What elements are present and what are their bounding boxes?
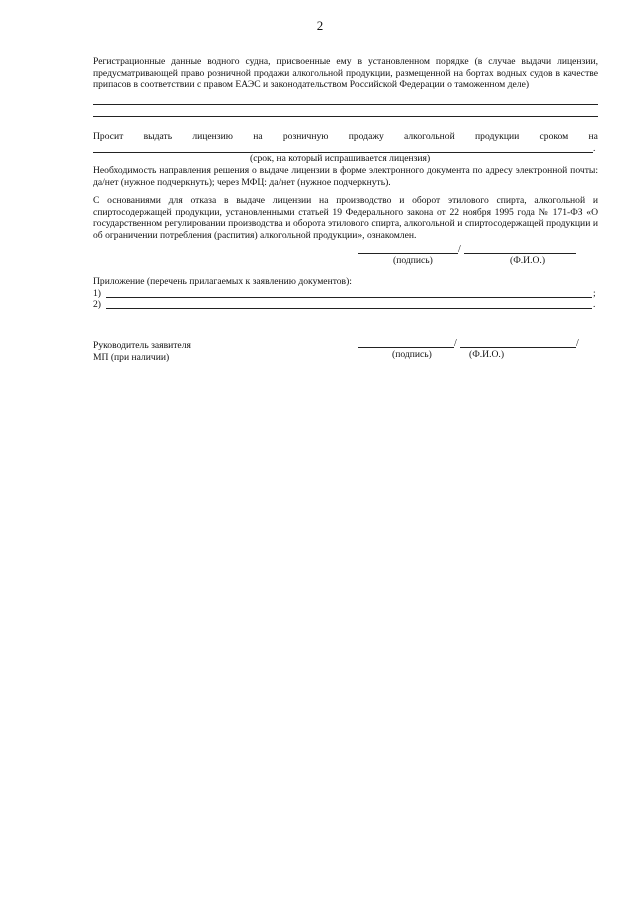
head-title: Руководитель заявителя [93, 340, 191, 351]
attachment-item-line[interactable] [106, 297, 592, 298]
request-word: сроком [539, 131, 569, 142]
license-term-line-end: . [593, 143, 596, 154]
request-word: продажу [348, 131, 384, 142]
request-word: лицензию [192, 131, 233, 142]
license-request-row [93, 131, 598, 143]
head-signature-caption: (подпись) [392, 349, 432, 360]
attachments-heading: Приложение (перечень прилагаемых к заявлению документов): [93, 276, 352, 287]
attachment-item-end: ; [593, 288, 596, 299]
request-word: розничную [282, 131, 329, 142]
head-full-name-caption: (Ф.И.О.) [469, 349, 505, 360]
head-name-end-slash: / [576, 338, 579, 349]
stamp-label: МП (при наличии) [93, 352, 170, 363]
request-word: Просит [93, 131, 124, 142]
head-full-name-line[interactable] [460, 347, 576, 348]
request-word: на [253, 131, 263, 142]
page-number: 2 [316, 18, 324, 33]
request-word: на [588, 131, 598, 142]
request-word: алкогольной [404, 131, 455, 142]
refusal-grounds-text: С основаниями для отказа в выдаче лицензии на производство и оборот этилового спирта, алкогольной и спиртосодержащей продукции, установленными статьей 19 Федерального закона от 22 ноября 1995 года № 171-ФЗ «О государственном регулировании производства и оборота этилового спирта, алкогольной и спиртосодержащей продукции и об ограничении потребления (распития) алкогольной продукции», ознакомлен. [93, 195, 598, 241]
attachment-item-end: . [593, 299, 596, 310]
full-name-line[interactable] [464, 253, 576, 254]
attachment-item-number: 1) [93, 288, 101, 299]
request-word: выдать [143, 131, 173, 142]
electronic-notice-text: Необходимость направления решения о выдаче лицензии в форме электронного документа по адресу электронной почты: да/нет (нужное подчеркнуть); через МФЦ: да/нет (нужное подчеркнуть). [93, 165, 598, 188]
signature-line[interactable] [358, 253, 458, 254]
full-name-caption: (Ф.И.О.) [510, 255, 546, 266]
vessel-registration-text: Регистрационные данные водного судна, присвоенные ему в установленном порядке (в случае выдачи лицензии, предусматривающей право розничной продажи алкогольной продукции, размещенной на бортах водных судов в качестве припасов в соответствии с правом ЕАЭС и законодательством Российской Федерации о таможенном деле) [93, 56, 598, 90]
attachment-item-number: 2) [93, 299, 101, 310]
head-signature-separator: / [454, 338, 457, 349]
head-signature-line[interactable] [358, 347, 454, 348]
request-word: продукции [475, 131, 520, 142]
signature-separator: / [458, 244, 461, 255]
license-term-caption: (срок, на который испрашивается лицензия) [250, 153, 431, 164]
vessel-registration-line-1[interactable] [93, 104, 598, 105]
attachment-item-line[interactable] [106, 308, 592, 309]
signature-caption: (подпись) [393, 255, 433, 266]
vessel-registration-line-2[interactable] [93, 116, 598, 117]
